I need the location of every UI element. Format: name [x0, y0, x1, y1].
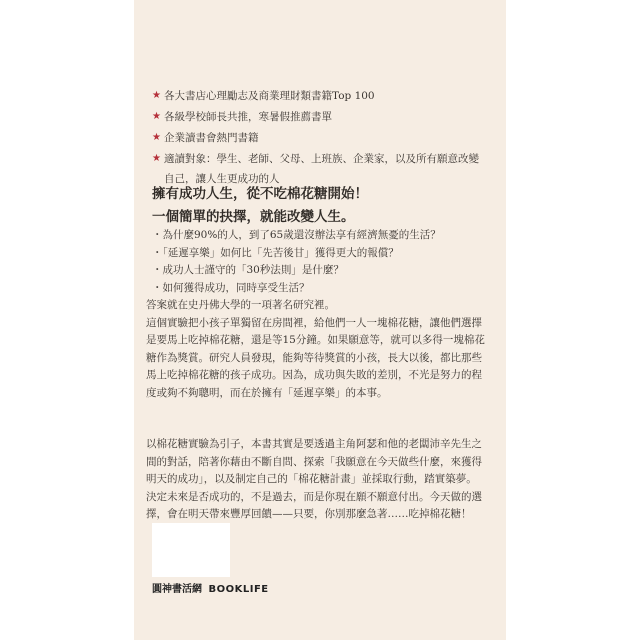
- paragraph-line: 間的對話，陪著你藉由不斷自問、探索「我願意在今天做些什麼，來獲得: [146, 455, 482, 468]
- paragraph-line: 度或夠不夠聰明，而在於擁有「延遲享樂」的本事。: [146, 386, 388, 399]
- highlight-text: 各級學校師長共推，寒暑假推薦書單: [164, 111, 332, 123]
- paragraph-research: [146, 297, 492, 403]
- paragraph-line: 答案就在史丹佛大學的一項著名研究裡。: [146, 299, 335, 311]
- highlight-item: [152, 128, 492, 148]
- star-icon: ★: [152, 111, 161, 122]
- question-item: ・如何獲得成功，同時享受生活？: [152, 281, 310, 294]
- star-icon: ★: [152, 90, 161, 101]
- star-icon: ★: [152, 132, 161, 143]
- highlight-item: [152, 86, 492, 106]
- paragraph-line: 糖作為獎賞。研究人員發現，能夠等待獎賞的小孩，長大以後，都比那些: [146, 351, 482, 364]
- star-icon: ★: [152, 153, 161, 164]
- question-item: ・「延遲享樂」如何比「先苦後甘」獲得更大的報償？: [152, 246, 399, 259]
- highlight-list: [152, 86, 492, 190]
- publisher-logo-latin: BOOKLIFE: [208, 584, 269, 595]
- highlight-text: 自己，讓人生更成功的人: [164, 173, 280, 185]
- highlight-text: 企業讀書會熱門書籍: [164, 132, 259, 144]
- publisher-logo-chinese: 圓神書活網: [152, 584, 202, 595]
- highlight-text: 適讀對象：學生、老師、父母、上班族、企業家，以及所有願意改變: [164, 153, 479, 165]
- paragraph-line: 馬上吃掉棉花糖的孩子成功。因為，成功與失敗的差別，不光是努力的程: [146, 369, 482, 382]
- publisher-logo: [152, 580, 269, 595]
- paragraph-summary: [146, 436, 492, 524]
- paragraph-line: 明天的成功」，以及制定自己的「棉花糖計畫」並採取行動，踏實築夢。: [146, 473, 477, 486]
- highlight-item: [152, 107, 492, 127]
- paragraph-line: 擇，會在明天帶來豐厚回饋——只要，你別那麼急著……吃掉棉花糖！: [146, 508, 472, 521]
- slogan-block: [152, 183, 492, 229]
- paragraph-line: 這個實驗把小孩子單獨留在房間裡，給他們一人一塊棉花糖，讓他們選擇: [146, 316, 482, 329]
- question-list: [152, 227, 492, 297]
- slogan-line: 一個簡單的抉擇，就能改變人生。: [152, 209, 355, 225]
- question-item: ・為什麼90%的人，到了65歲還沒辦法享有經濟無憂的生活？: [152, 229, 441, 241]
- paragraph-line: 決定未來是否成功的，不是過去，而是你現在願不願意付出。今天做的選: [146, 490, 482, 503]
- paragraph-line: 是要馬上吃掉棉花糖，還是等15分鐘。如果願意等，就可以多得一塊棉花: [146, 334, 485, 347]
- question-item: ・成功人士謹守的「30秒法則」是什麼？: [152, 264, 344, 276]
- slogan-line: 擁有成功人生，從不吃棉花糖開始！: [152, 186, 368, 202]
- paragraph-line: 以棉花糖實驗為引子，本書其實是要透過主角阿瑟和他的老闆沛辛先生之: [146, 438, 482, 450]
- barcode-placeholder: [152, 523, 230, 577]
- highlight-text: 各大書店心理勵志及商業理財類書籍Top 100: [164, 90, 375, 102]
